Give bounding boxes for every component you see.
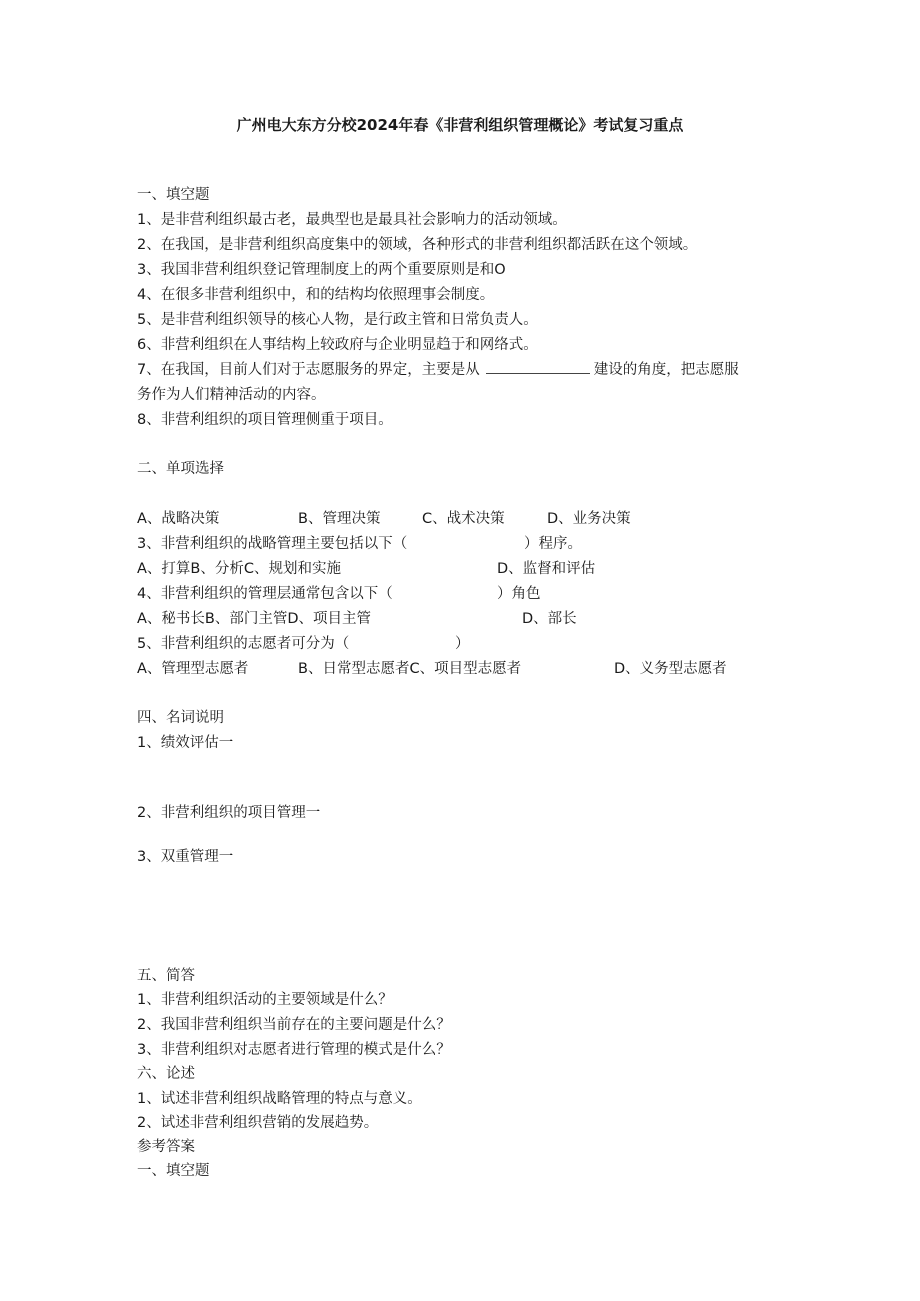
short-answer-q3: 3、非营利组织对志愿者进行管理的模式是什么？ [137,1042,451,1058]
fill-blank-q4: 4、在很多非营利组织中，和的结构均依照理事会制度。 [137,287,495,303]
term-2: 2、非营利组织的项目管理一 [137,805,321,821]
single-choice-heading: 二、单项选择 [137,461,224,477]
fill-blank-q3: 3、我国非营利组织登记管理制度上的两个重要原则是和O [137,262,506,278]
choice-q4-stem: 4、非营利组织的管理层通常包含以下（ [137,586,393,602]
fill-blank-q7-part2: 建设的角度，把志愿服 [593,362,739,378]
choice-q5-options-bc: B、日常型志愿者C、项目型志愿者 [298,661,522,677]
document-title: 广州电大东方分校2024年春《非营利组织管理概论》考试复习重点 [236,116,684,134]
choice-q3-tail: ）程序。 [524,536,582,552]
term-1: 1、绩效评估一 [137,735,234,751]
short-answer-q2: 2、我国非营利组织当前存在的主要问题是什么？ [137,1017,451,1033]
choice-q4-tail: ）角色 [497,586,541,602]
choice-q5-tail: ） [455,636,470,652]
choice-row1-option-d: D、业务决策 [547,511,631,527]
fill-blank-q7-continued: 务作为人们精神活动的内容。 [137,387,326,403]
essay-heading: 六、论述 [137,1066,195,1082]
choice-row1-option-c: C、战术决策 [422,511,505,527]
choice-q3-option-d: D、监督和评估 [497,561,596,577]
term-3: 3、双重管理一 [137,849,234,865]
choice-q3-options-abc: A、打算B、分析C、规划和实施 [137,561,341,577]
essay-q1: 1、试述非营利组织战略管理的特点与意义。 [137,1091,422,1107]
answers-heading: 参考答案 [137,1139,195,1155]
fill-blank-q7 [137,360,739,380]
choice-row1-option-a: A、战略决策 [137,511,220,527]
fill-blank-q8: 8、非营利组织的项目管理侧重于项目。 [137,412,393,428]
essay-q2: 2、试述非营利组织营销的发展趋势。 [137,1115,379,1131]
fill-blank-q1: 1、是非营利组织最古老，最典型也是最具社会影响力的活动领域。 [137,212,567,228]
choice-q5-stem: 5、非营利组织的志愿者可分为（ [137,636,350,652]
terms-heading: 四、名词说明 [137,710,224,726]
choice-q3-stem: 3、非营利组织的战略管理主要包括以下（ [137,536,408,552]
choice-q4-options-abc: A、秘书长B、部门主管D、项目主管 [137,611,372,627]
short-answer-heading: 五、简答 [137,968,195,984]
choice-q5-option-a: A、管理型志愿者 [137,661,249,677]
fill-blank-heading: 一、填空题 [137,187,210,203]
fill-blank-q7-part1: 7、在我国，目前人们对于志愿服务的界定，主要是从 [137,362,480,378]
choice-q4-option-d: D、部长 [522,611,577,627]
fill-blank-q6: 6、非营利组织在人事结构上较政府与企业明显趋于和网络式。 [137,337,538,353]
choice-row1-option-b: B、管理决策 [298,511,381,527]
short-answer-q1: 1、非营利组织活动的主要领域是什么？ [137,992,393,1008]
answer-blank-line [486,360,590,374]
answers-fill-blank-heading: 一、填空题 [137,1163,210,1179]
fill-blank-q2: 2、在我国，是非营利组织高度集中的领域，各种形式的非营利组织都活跃在这个领域。 [137,237,698,253]
fill-blank-q5: 5、是非营利组织领导的核心人物，是行政主管和日常负责人。 [137,312,538,328]
choice-q5-option-d: D、义务型志愿者 [614,661,727,677]
